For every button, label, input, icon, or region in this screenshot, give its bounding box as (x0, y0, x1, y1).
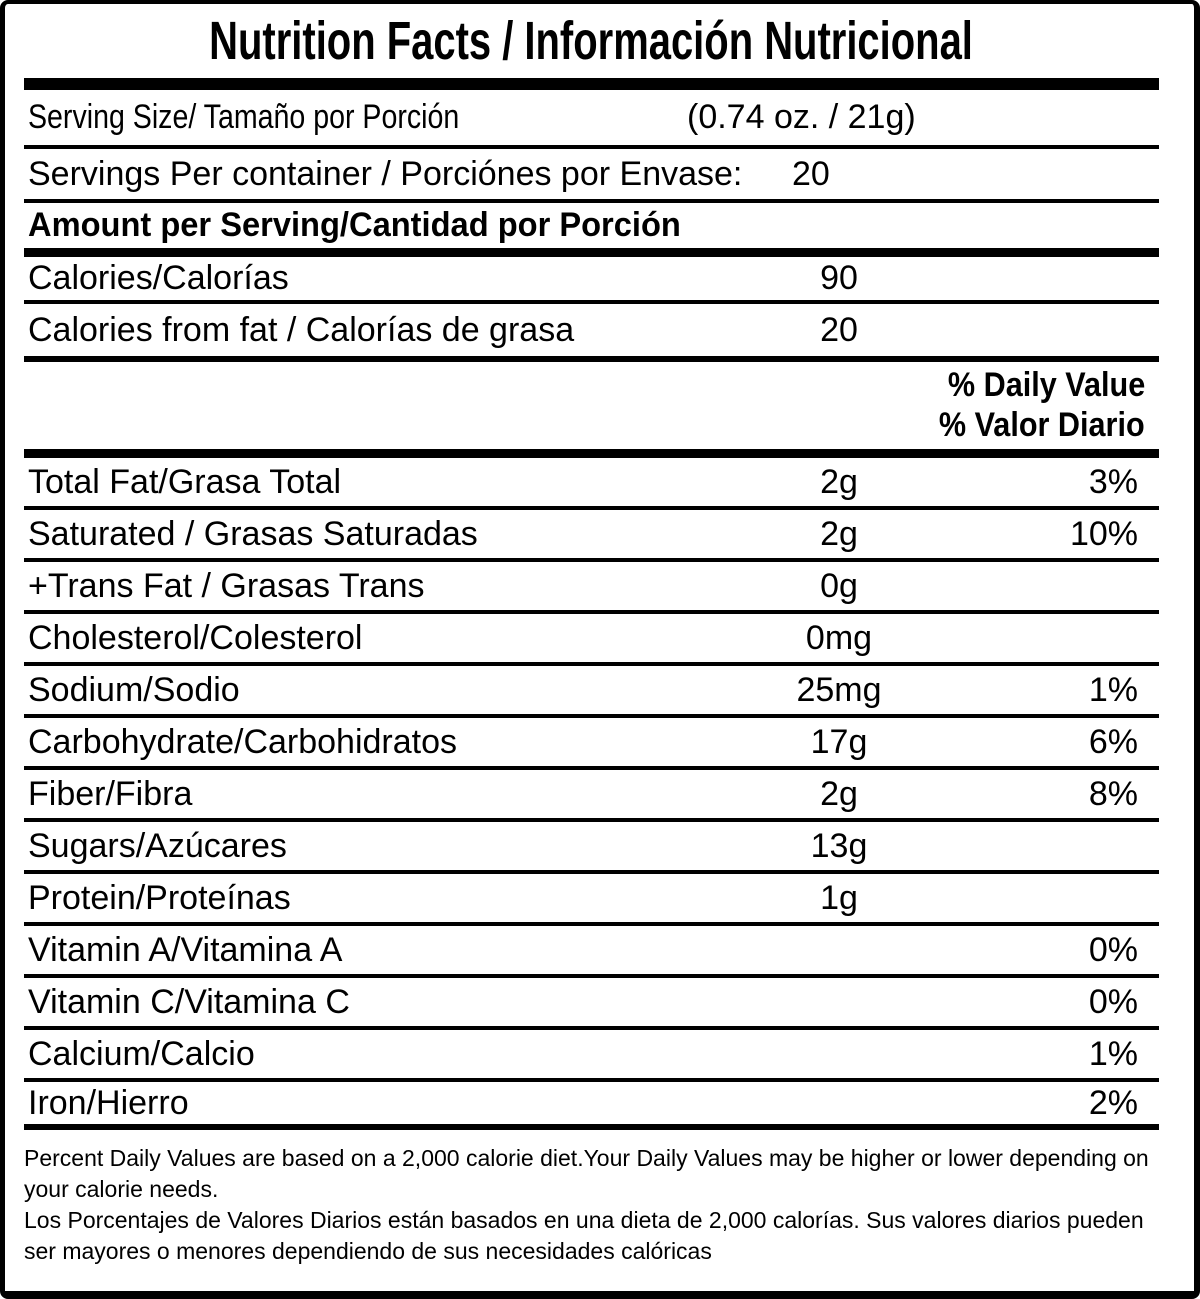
vitamin-row (24, 926, 1159, 978)
vitamin-row (24, 1082, 1159, 1130)
vitamin-row (24, 1030, 1159, 1082)
servings-per-container-row (24, 149, 1159, 203)
amount-per-serving-row (24, 203, 1159, 257)
nutrient-daily-value: 1% (1088, 670, 1138, 709)
nutrient-amount: 0g (820, 566, 858, 605)
nutrient-amount: 0mg (805, 618, 873, 657)
nutrient-label: +Trans Fat / Grasas Trans (28, 566, 425, 605)
serving-size-value: (0.74 oz. / 21g) (687, 98, 916, 136)
vitamin-rows (24, 926, 1159, 1130)
vitamin-daily-value: 0% (1088, 930, 1138, 969)
nutrient-row (24, 510, 1159, 562)
nutrient-label: Protein/Proteínas (28, 878, 291, 917)
nutrient-amount: 2g (820, 514, 858, 553)
serving-size-label: Serving Size/ Tamaño por Porción (28, 98, 460, 136)
vitamin-daily-value: 0% (1088, 982, 1138, 1021)
vitamin-row (24, 978, 1159, 1030)
nutrient-amount: 2g (820, 462, 858, 501)
vitamin-label: Vitamin C/Vitamina C (28, 982, 350, 1021)
footnote-en: Percent Daily Values are based on a 2,000 calorie diet.Your Daily Values may be higher or lower depending on your calorie needs. (24, 1145, 1149, 1202)
nutrient-label: Carbohydrate/Carbohidratos (28, 722, 458, 761)
vitamin-daily-value: 2% (1088, 1083, 1138, 1122)
nutrient-row (24, 822, 1159, 874)
calories-row (24, 257, 1159, 304)
nutrient-row (24, 874, 1159, 926)
footnotes (24, 1130, 1159, 1291)
calories-from-fat-row (24, 304, 1159, 362)
nutrient-row (24, 614, 1159, 666)
daily-value-header-es: % Valor Diario (939, 405, 1145, 444)
vitamin-label: Iron/Hierro (28, 1083, 189, 1122)
amount-per-serving-header: Amount per Serving/Cantidad por Porción (28, 206, 681, 244)
label-title (24, 4, 1159, 78)
vitamin-label: Calcium/Calcio (28, 1034, 255, 1073)
nutrient-row (24, 458, 1159, 510)
label-title-text: Nutrition Facts / Información Nutricional (209, 11, 974, 71)
calories-label: Calories/Calorías (28, 259, 289, 297)
nutrient-daily-value: 3% (1088, 462, 1138, 501)
nutrient-label: Saturated / Grasas Saturadas (28, 514, 478, 553)
nutrient-label: Sugars/Azúcares (28, 826, 287, 865)
nutrient-row (24, 666, 1159, 718)
nutrient-label: Sodium/Sodio (28, 670, 240, 709)
nutrient-daily-value: 6% (1088, 722, 1138, 761)
daily-value-header-en: % Daily Value (947, 366, 1145, 405)
servings-per-container-label: Servings Per container / Porciónes por Envase: (28, 154, 743, 193)
vitamin-daily-value: 1% (1088, 1034, 1138, 1073)
nutrient-row (24, 770, 1159, 822)
nutrient-amount: 13g (810, 826, 868, 865)
nutrient-daily-value: 10% (1069, 514, 1138, 553)
nutrient-amount: 25mg (796, 670, 882, 709)
calories-from-fat-label: Calories from fat / Calorías de grasa (28, 310, 575, 349)
nutrient-row (24, 562, 1159, 614)
footnote-es: Los Porcentajes de Valores Diarios están basados en una dieta de 2,000 calorías. Sus valores diarios pueden ser mayores o menores dependiendo de sus necesidades calóricas (24, 1207, 1144, 1264)
nutrient-amount: 17g (810, 722, 868, 761)
nutrient-amount: 2g (820, 774, 858, 813)
nutrient-daily-value: 8% (1088, 774, 1138, 813)
daily-value-header (24, 362, 1159, 458)
nutrient-amount: 1g (820, 878, 858, 917)
serving-size-row (24, 90, 1159, 149)
nutrient-label: Total Fat/Grasa Total (28, 462, 342, 501)
title-separator-bar (24, 78, 1159, 90)
servings-per-container-value: 20 (792, 154, 830, 193)
calories-from-fat-value: 20 (820, 310, 858, 349)
nutrient-rows (24, 458, 1159, 926)
nutrient-row (24, 718, 1159, 770)
vitamin-label: Vitamin A/Vitamina A (28, 930, 343, 969)
calories-value: 90 (820, 259, 858, 297)
nutrient-label: Cholesterol/Colesterol (28, 618, 363, 657)
nutrient-label: Fiber/Fibra (28, 774, 193, 813)
